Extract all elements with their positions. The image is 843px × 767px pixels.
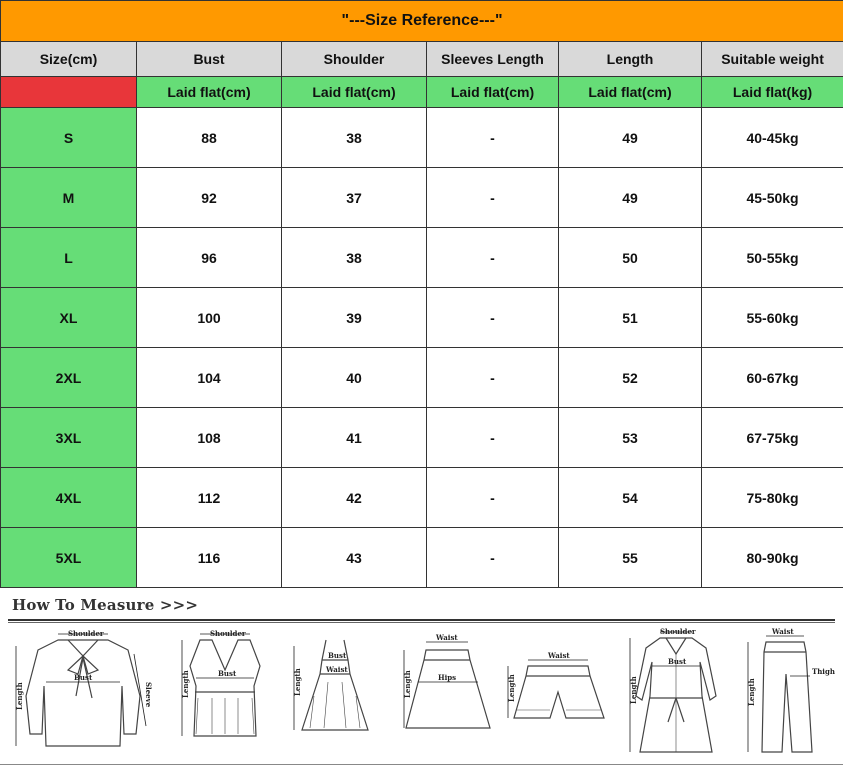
length-label: Length [181,670,190,698]
table-row [1,348,843,408]
header-bust: Bust [137,42,282,77]
skirt-diagram [392,626,502,758]
sleeves-cell: - [427,468,559,528]
header-length: Length [559,42,702,77]
size-cell: XL [1,288,137,348]
bust-cell: 108 [137,408,282,468]
divider [8,622,835,623]
table-row [1,288,843,348]
bust-cell: 92 [137,168,282,228]
bust-cell: 112 [137,468,282,528]
shoulder-label: Shoulder [68,629,104,638]
length-cell: 53 [559,408,702,468]
how-to-measure-section [0,590,843,767]
weight-cell: 67-75kg [702,408,843,468]
weight-cell: 55-60kg [702,288,843,348]
weight-cell: 60-67kg [702,348,843,408]
weight-cell: 40-45kg [702,108,843,168]
shoulder-cell: 43 [282,528,427,588]
weight-cell: 80-90kg [702,528,843,588]
length-cell: 50 [559,228,702,288]
length-label: Length [293,668,302,696]
shoulder-cell: 39 [282,288,427,348]
pants-diagram [736,626,841,758]
shoulder-label: Shoulder [210,629,246,638]
length-label: Length [747,678,756,706]
shoulder-cell: 42 [282,468,427,528]
shoulder-cell: 38 [282,108,427,168]
length-cell: 52 [559,348,702,408]
shoulder-cell: 41 [282,408,427,468]
thigh-label: Thigh [812,667,835,676]
unit-sleeves-length: Laid flat(cm) [427,77,559,108]
header-suitable-weight: Suitable weight [702,42,843,77]
unit-row [1,77,843,108]
coat-diagram [620,626,732,758]
size-cell: S [1,108,137,168]
length-label: Length [629,676,638,704]
header-shoulder: Shoulder [282,42,427,77]
unit-shoulder: Laid flat(cm) [282,77,427,108]
unit-bust: Laid flat(cm) [137,77,282,108]
header-sleeves-length: Sleeves Length [427,42,559,77]
table-row [1,408,843,468]
shoulder-label: Shoulder [660,627,696,636]
shoulder-cell: 40 [282,348,427,408]
table-row [1,168,843,228]
bust-cell: 116 [137,528,282,588]
size-cell: 2XL [1,348,137,408]
sleeves-cell: - [427,288,559,348]
shoulder-cell: 38 [282,228,427,288]
table-row [1,108,843,168]
length-label: Length [403,670,412,698]
header-size: Size(cm) [1,42,137,77]
size-cell: 3XL [1,408,137,468]
bust-label: Bust [74,673,93,682]
how-to-measure-title: How To Measure >>> [12,596,199,614]
table-row [1,468,843,528]
unit-size-blank [1,77,137,108]
bust-label: Bust [328,651,347,660]
bust-cell: 100 [137,288,282,348]
table-row [1,528,843,588]
length-cell: 54 [559,468,702,528]
waist-label: Waist [436,633,458,642]
blouse-diagram [8,626,158,758]
size-cell: 5XL [1,528,137,588]
sleeves-cell: - [427,348,559,408]
sleeves-cell: - [427,228,559,288]
divider [0,764,843,765]
waist-label: Waist [772,627,794,636]
sleeves-cell: - [427,528,559,588]
size-cell: 4XL [1,468,137,528]
size-cell: L [1,228,137,288]
sleeves-cell: - [427,168,559,228]
length-cell: 51 [559,288,702,348]
table-row [1,228,843,288]
waist-label: Waist [548,651,570,660]
sleeves-cell: - [427,108,559,168]
hips-label: Hips [438,673,457,682]
length-cell: 49 [559,108,702,168]
slip-dress-diagram [284,626,384,758]
waist-label: Waist [326,665,348,674]
length-cell: 49 [559,168,702,228]
unit-suitable-weight: Laid flat(kg) [702,77,843,108]
shoulder-cell: 37 [282,168,427,228]
header-row [1,42,843,77]
weight-cell: 75-80kg [702,468,843,528]
weight-cell: 45-50kg [702,168,843,228]
bust-cell: 88 [137,108,282,168]
sleeve-label: Sleeve [144,682,153,708]
bust-label: Bust [668,657,687,666]
length-label: Length [507,674,516,702]
table-title: "---Size Reference---" [1,1,843,42]
length-cell: 55 [559,528,702,588]
vneck-top-diagram [168,626,278,758]
divider [8,619,835,621]
sleeves-cell: - [427,408,559,468]
shorts-diagram [500,626,615,758]
unit-length: Laid flat(cm) [559,77,702,108]
length-label: Length [15,682,24,710]
bust-label: Bust [218,669,237,678]
bust-cell: 104 [137,348,282,408]
bust-cell: 96 [137,228,282,288]
weight-cell: 50-55kg [702,228,843,288]
size-cell: M [1,168,137,228]
